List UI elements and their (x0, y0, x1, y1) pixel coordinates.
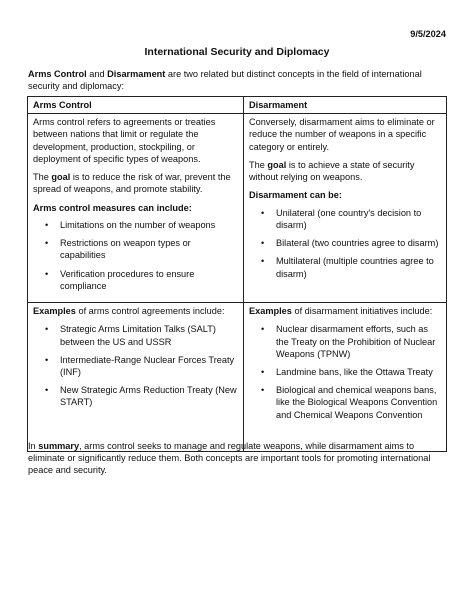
list-item (33, 323, 238, 347)
disarmament-types-list (249, 207, 441, 280)
arms-control-definition: Arms control refers to agreements or treaties between nations that limit or regulate the development, production, stockpiling, or deployment of specific types of weapons. (33, 117, 216, 164)
examples-word: Examples (249, 306, 292, 317)
summary-text: , arms control seeks to manage and regulate weapons, while disarmament aims to eliminate or significantly reduce them. Both concepts are important tools for promoting international peace and security. (28, 441, 431, 476)
table-row-overview (28, 114, 447, 303)
summary-word: summary (38, 441, 80, 451)
list-item (249, 255, 441, 279)
list-item-text: Nuclear disarmament efforts, such as the Treaty on the Prohibition of Nuclear Weapons (TPNW) (276, 324, 436, 359)
list-item-text: Intermediate-Range Nuclear Forces Treaty (INF) (60, 354, 235, 377)
goal-word: goal (267, 159, 287, 170)
list-item (249, 237, 441, 249)
table-row-examples (28, 303, 447, 452)
list-item-text: Restrictions on weapon types or capabilities (60, 238, 191, 261)
list-item-text: Biological and chemical weapons bans, like the Biological Weapons Convention and Chemical Weapons Convention (276, 385, 438, 420)
list-item-text: Bilateral (two countries agree to disarm) (276, 238, 439, 249)
bullet-icon: • (261, 366, 265, 377)
goal-word: goal (51, 172, 71, 183)
arms-control-goal (33, 171, 238, 195)
disarmament-examples-list (249, 323, 441, 421)
examples-text: of disarmament initiatives include: (291, 306, 433, 317)
goal-prefix: The (249, 159, 268, 170)
bullet-icon: • (45, 354, 49, 365)
disarmament-goal (249, 159, 441, 183)
bullet-icon: • (45, 268, 49, 279)
arms-control-examples-list (33, 323, 238, 408)
goal-text: is to achieve a state of security without relying on weapons. (249, 159, 415, 183)
list-item (249, 366, 441, 378)
intro-rest: are two related but distinct concepts in the field of international security and diplomacy: (28, 69, 422, 92)
bullet-icon: • (261, 256, 265, 267)
table-header-row (28, 97, 447, 114)
arms-control-examples-cell (28, 303, 244, 452)
comparison-table (27, 96, 447, 452)
list-item (33, 268, 238, 292)
list-item-text: Landmine bans, like the Ottawa Treaty (276, 366, 433, 377)
list-item-text: Multilateral (multiple countries agree to disarm) (276, 256, 434, 279)
disarmament-definition: Conversely, disarmament aims to eliminate or reduce the number of weapons in a specific category or entirely. (249, 117, 435, 152)
disarmament-overview-cell (244, 114, 447, 303)
intro-and: and (86, 69, 108, 79)
list-item-text: Unilateral (one country's decision to disarm) (276, 207, 422, 230)
list-item (33, 219, 238, 231)
bullet-icon: • (261, 324, 265, 335)
intro-paragraph (28, 68, 448, 92)
summary-prefix: In (28, 441, 39, 451)
list-item (33, 237, 238, 261)
arms-control-examples-heading (33, 305, 238, 317)
bullet-icon: • (45, 238, 49, 249)
bullet-icon: • (45, 385, 49, 396)
bullet-icon: • (261, 207, 265, 218)
arms-control-measures-heading: Arms control measures can include: (33, 202, 192, 213)
list-item (33, 384, 238, 408)
bullet-icon: • (261, 385, 265, 396)
header-arms-control: Arms Control (28, 97, 244, 114)
examples-word: Examples (33, 306, 76, 317)
list-item (249, 384, 441, 421)
summary-paragraph (28, 440, 448, 477)
arms-control-measures-list (33, 219, 238, 292)
disarmament-examples-heading (249, 305, 441, 317)
document-date: 9/5/2024 (410, 29, 446, 39)
list-item-text: Verification procedures to ensure compliance (60, 268, 195, 291)
examples-text: of arms control agreements include: (75, 306, 225, 317)
list-item-text: New Strategic Arms Reduction Treaty (New START) (60, 385, 237, 408)
disarmament-types-heading: Disarmament can be: (249, 190, 342, 201)
list-item (33, 354, 238, 378)
bullet-icon: • (45, 324, 49, 335)
arms-control-overview-cell (28, 114, 244, 303)
intro-term-arms-control: Arms Control (28, 69, 87, 79)
bullet-icon: • (261, 238, 265, 249)
header-disarmament: Disarmament (244, 97, 447, 114)
list-item-text: Strategic Arms Limitation Talks (SALT) between the US and USSR (60, 324, 216, 347)
disarmament-examples-cell (244, 303, 447, 452)
bullet-icon: • (45, 219, 49, 230)
intro-term-disarmament: Disarmament (107, 69, 166, 79)
goal-text: is to reduce the risk of war, prevent the spread of weapons, and promote stability. (33, 172, 231, 195)
list-item (249, 207, 441, 231)
list-item (249, 323, 441, 360)
goal-prefix: The (33, 172, 52, 183)
list-item-text: Limitations on the number of weapons (60, 219, 216, 230)
document-title: International Security and Diplomacy (144, 46, 330, 58)
